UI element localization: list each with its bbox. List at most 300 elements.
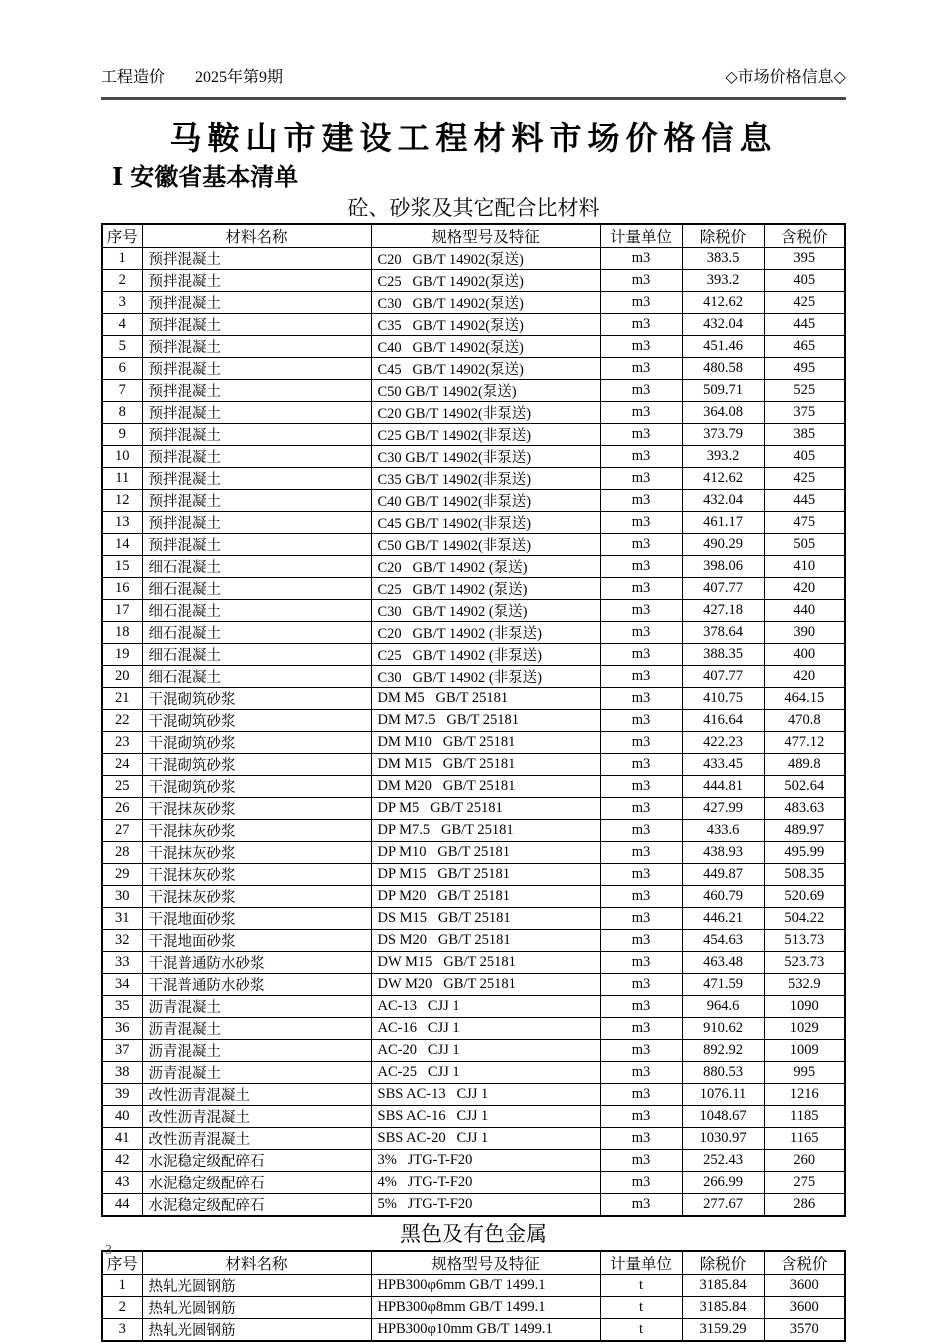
section-title-text: 安徽省基本清单 xyxy=(130,165,299,191)
spec-cell: C50 GB/T 14902(非泵送) xyxy=(371,534,600,556)
seq-cell: 4 xyxy=(102,314,142,336)
unit-cell: m3 xyxy=(600,996,682,1018)
table-row xyxy=(102,886,845,908)
seq-cell: 32 xyxy=(102,930,142,952)
price-inc-tax-cell: 1009 xyxy=(764,1040,845,1062)
price-inc-tax-cell: 489.8 xyxy=(764,754,845,776)
unit-cell: m3 xyxy=(600,1106,682,1128)
seq-cell: 18 xyxy=(102,622,142,644)
journal-title: 工程造价 xyxy=(101,69,166,86)
price-ex-tax-cell: 388.35 xyxy=(682,644,764,666)
seq-cell: 31 xyxy=(102,908,142,930)
table-row xyxy=(102,512,845,534)
unit-cell: m3 xyxy=(600,556,682,578)
unit-cell: m3 xyxy=(600,270,682,292)
unit-cell: m3 xyxy=(600,1062,682,1084)
seq-cell: 24 xyxy=(102,754,142,776)
seq-cell: 38 xyxy=(102,1062,142,1084)
material-name-cell: 预拌混凝土 xyxy=(142,490,371,512)
price-ex-tax-cell: 490.29 xyxy=(682,534,764,556)
seq-cell: 35 xyxy=(102,996,142,1018)
unit-cell: t xyxy=(600,1275,682,1297)
unit-cell: m3 xyxy=(600,468,682,490)
table-row xyxy=(102,1018,845,1040)
price-ex-tax-cell: 1048.67 xyxy=(682,1106,764,1128)
material-name-cell: 预拌混凝土 xyxy=(142,380,371,402)
seq-cell: 12 xyxy=(102,490,142,512)
seq-cell: 1 xyxy=(102,1275,142,1297)
table-row xyxy=(102,402,845,424)
column-header: 计量单位 xyxy=(600,224,682,248)
column-header: 规格型号及特征 xyxy=(371,224,600,248)
table-row xyxy=(102,468,845,490)
material-name-cell: 改性沥青混凝土 xyxy=(142,1128,371,1150)
price-inc-tax-cell: 489.97 xyxy=(764,820,845,842)
price-inc-tax-cell: 425 xyxy=(764,468,845,490)
spec-cell: DP M5 GB/T 25181 xyxy=(371,798,600,820)
material-name-cell: 预拌混凝土 xyxy=(142,512,371,534)
spec-cell: DW M15 GB/T 25181 xyxy=(371,952,600,974)
seq-cell: 20 xyxy=(102,666,142,688)
price-ex-tax-cell: 427.18 xyxy=(682,600,764,622)
spec-cell: C30 GB/T 14902(泵送) xyxy=(371,292,600,314)
price-ex-tax-cell: 461.17 xyxy=(682,512,764,534)
price-ex-tax-cell: 410.75 xyxy=(682,688,764,710)
price-inc-tax-cell: 504.22 xyxy=(764,908,845,930)
unit-cell: m3 xyxy=(600,754,682,776)
material-name-cell: 沥青混凝土 xyxy=(142,996,371,1018)
table-row xyxy=(102,644,845,666)
unit-cell: m3 xyxy=(600,930,682,952)
price-ex-tax-cell: 422.23 xyxy=(682,732,764,754)
column-header: 含税价 xyxy=(764,1251,845,1275)
seq-cell: 41 xyxy=(102,1128,142,1150)
price-inc-tax-cell: 470.8 xyxy=(764,710,845,732)
spec-cell: 3% JTG-T-F20 xyxy=(371,1150,600,1172)
spec-cell: C40 GB/T 14902(泵送) xyxy=(371,336,600,358)
spec-cell: C25 GB/T 14902 (泵送) xyxy=(371,578,600,600)
table-row xyxy=(102,600,845,622)
seq-cell: 3 xyxy=(102,1319,142,1342)
price-ex-tax-cell: 1030.97 xyxy=(682,1128,764,1150)
price-inc-tax-cell: 995 xyxy=(764,1062,845,1084)
price-inc-tax-cell: 477.12 xyxy=(764,732,845,754)
page-title: 马鞍山市建设工程材料市场价格信息 xyxy=(169,120,778,156)
running-header-right: ◇市场价格信息◇ xyxy=(725,69,846,86)
price-ex-tax-cell: 393.2 xyxy=(682,446,764,468)
unit-cell: m3 xyxy=(600,644,682,666)
seq-cell: 30 xyxy=(102,886,142,908)
price-ex-tax-cell: 266.99 xyxy=(682,1172,764,1194)
spec-cell: DM M20 GB/T 25181 xyxy=(371,776,600,798)
table-row xyxy=(102,1062,845,1084)
price-inc-tax-cell: 445 xyxy=(764,314,845,336)
spec-cell: AC-16 CJJ 1 xyxy=(371,1018,600,1040)
spec-cell: DM M5 GB/T 25181 xyxy=(371,688,600,710)
material-name-cell: 预拌混凝土 xyxy=(142,314,371,336)
price-inc-tax-cell: 390 xyxy=(764,622,845,644)
seq-cell: 40 xyxy=(102,1106,142,1128)
spec-cell: HPB300φ10mm GB/T 1499.1 xyxy=(371,1319,600,1342)
spec-cell: C30 GB/T 14902 (泵送) xyxy=(371,600,600,622)
material-name-cell: 水泥稳定级配碎石 xyxy=(142,1172,371,1194)
price-inc-tax-cell: 420 xyxy=(764,578,845,600)
price-ex-tax-cell: 438.93 xyxy=(682,842,764,864)
seq-cell: 34 xyxy=(102,974,142,996)
seq-cell: 14 xyxy=(102,534,142,556)
unit-cell: m3 xyxy=(600,248,682,270)
price-ex-tax-cell: 460.79 xyxy=(682,886,764,908)
material-name-cell: 干混普通防水砂浆 xyxy=(142,952,371,974)
seq-cell: 1 xyxy=(102,248,142,270)
material-name-cell: 干混砌筑砂浆 xyxy=(142,754,371,776)
table-row xyxy=(102,908,845,930)
table-row xyxy=(102,270,845,292)
seq-cell: 15 xyxy=(102,556,142,578)
price-inc-tax-cell: 495 xyxy=(764,358,845,380)
section-numeral: Ⅰ xyxy=(112,165,124,191)
unit-cell: m3 xyxy=(600,336,682,358)
table-row xyxy=(102,952,845,974)
spec-cell: DP M15 GB/T 25181 xyxy=(371,864,600,886)
table-row xyxy=(102,1194,845,1217)
unit-cell: m3 xyxy=(600,424,682,446)
seq-cell: 5 xyxy=(102,336,142,358)
spec-cell: DM M7.5 GB/T 25181 xyxy=(371,710,600,732)
price-inc-tax-cell: 286 xyxy=(764,1194,845,1217)
column-header: 材料名称 xyxy=(142,224,371,248)
material-name-cell: 预拌混凝土 xyxy=(142,534,371,556)
column-header: 序号 xyxy=(102,1251,142,1275)
price-inc-tax-cell: 420 xyxy=(764,666,845,688)
column-header: 除税价 xyxy=(682,224,764,248)
spec-cell: AC-25 CJJ 1 xyxy=(371,1062,600,1084)
price-inc-tax-cell: 520.69 xyxy=(764,886,845,908)
spec-cell: C50 GB/T 14902(泵送) xyxy=(371,380,600,402)
unit-cell: m3 xyxy=(600,534,682,556)
seq-cell: 16 xyxy=(102,578,142,600)
unit-cell: m3 xyxy=(600,402,682,424)
material-name-cell: 预拌混凝土 xyxy=(142,424,371,446)
seq-cell: 11 xyxy=(102,468,142,490)
unit-cell: m3 xyxy=(600,886,682,908)
material-name-cell: 干混抹灰砂浆 xyxy=(142,864,371,886)
unit-cell: m3 xyxy=(600,732,682,754)
material-name-cell: 改性沥青混凝土 xyxy=(142,1106,371,1128)
seq-cell: 23 xyxy=(102,732,142,754)
seq-cell: 37 xyxy=(102,1040,142,1062)
price-inc-tax-cell: 445 xyxy=(764,490,845,512)
price-inc-tax-cell: 410 xyxy=(764,556,845,578)
price-inc-tax-cell: 425 xyxy=(764,292,845,314)
column-header: 材料名称 xyxy=(142,1251,371,1275)
material-name-cell: 改性沥青混凝土 xyxy=(142,1084,371,1106)
price-inc-tax-cell: 495.99 xyxy=(764,842,845,864)
price-ex-tax-cell: 433.45 xyxy=(682,754,764,776)
price-ex-tax-cell: 433.6 xyxy=(682,820,764,842)
price-inc-tax-cell: 3600 xyxy=(764,1275,845,1297)
price-inc-tax-cell: 405 xyxy=(764,446,845,468)
unit-cell: m3 xyxy=(600,666,682,688)
unit-cell: m3 xyxy=(600,622,682,644)
table-row xyxy=(102,446,845,468)
spec-cell: DS M20 GB/T 25181 xyxy=(371,930,600,952)
material-name-cell: 干混砌筑砂浆 xyxy=(142,688,371,710)
material-name-cell: 热轧光圆钢筋 xyxy=(142,1275,371,1297)
price-ex-tax-cell: 910.62 xyxy=(682,1018,764,1040)
seq-cell: 43 xyxy=(102,1172,142,1194)
table-row xyxy=(102,556,845,578)
spec-cell: SBS AC-13 CJJ 1 xyxy=(371,1084,600,1106)
seq-cell: 2 xyxy=(102,270,142,292)
price-ex-tax-cell: 373.79 xyxy=(682,424,764,446)
unit-cell: m3 xyxy=(600,578,682,600)
price-inc-tax-cell: 385 xyxy=(764,424,845,446)
spec-cell: C35 GB/T 14902(非泵送) xyxy=(371,468,600,490)
spec-cell: C45 GB/T 14902(泵送) xyxy=(371,358,600,380)
material-name-cell: 热轧光圆钢筋 xyxy=(142,1297,371,1319)
unit-cell: m3 xyxy=(600,710,682,732)
price-inc-tax-cell: 505 xyxy=(764,534,845,556)
table-header-row xyxy=(102,224,845,248)
material-name-cell: 水泥稳定级配碎石 xyxy=(142,1150,371,1172)
spec-cell: C40 GB/T 14902(非泵送) xyxy=(371,490,600,512)
material-name-cell: 细石混凝土 xyxy=(142,600,371,622)
spec-cell: DS M15 GB/T 25181 xyxy=(371,908,600,930)
seq-cell: 25 xyxy=(102,776,142,798)
spec-cell: DP M10 GB/T 25181 xyxy=(371,842,600,864)
page-number: 3 xyxy=(105,1243,112,1258)
table-row xyxy=(102,754,845,776)
section-title xyxy=(112,163,846,193)
price-ex-tax-cell: 964.6 xyxy=(682,996,764,1018)
price-inc-tax-cell: 502.64 xyxy=(764,776,845,798)
spec-cell: C20 GB/T 14902 (非泵送) xyxy=(371,622,600,644)
material-name-cell: 预拌混凝土 xyxy=(142,446,371,468)
price-inc-tax-cell: 1185 xyxy=(764,1106,845,1128)
material-name-cell: 细石混凝土 xyxy=(142,556,371,578)
unit-cell: t xyxy=(600,1319,682,1342)
issue-label: 2025年第9期 xyxy=(195,69,284,86)
table-row xyxy=(102,1150,845,1172)
price-inc-tax-cell: 405 xyxy=(764,270,845,292)
price-ex-tax-cell: 407.77 xyxy=(682,578,764,600)
material-name-cell: 干混抹灰砂浆 xyxy=(142,842,371,864)
unit-cell: m3 xyxy=(600,314,682,336)
column-header: 计量单位 xyxy=(600,1251,682,1275)
table-row xyxy=(102,490,845,512)
table-row xyxy=(102,974,845,996)
table-caption-metals: 黑色及有色金属 xyxy=(400,1222,547,1246)
price-ex-tax-cell: 892.92 xyxy=(682,1040,764,1062)
price-ex-tax-cell: 393.2 xyxy=(682,270,764,292)
price-ex-tax-cell: 451.46 xyxy=(682,336,764,358)
material-name-cell: 预拌混凝土 xyxy=(142,292,371,314)
material-name-cell: 预拌混凝土 xyxy=(142,402,371,424)
table-header-row xyxy=(102,1251,845,1275)
seq-cell: 26 xyxy=(102,798,142,820)
price-ex-tax-cell: 427.99 xyxy=(682,798,764,820)
seq-cell: 29 xyxy=(102,864,142,886)
column-header: 除税价 xyxy=(682,1251,764,1275)
price-inc-tax-cell: 3600 xyxy=(764,1297,845,1319)
price-ex-tax-cell: 412.62 xyxy=(682,468,764,490)
page-content xyxy=(101,0,846,1342)
spec-cell: C45 GB/T 14902(非泵送) xyxy=(371,512,600,534)
price-inc-tax-cell: 465 xyxy=(764,336,845,358)
material-name-cell: 沥青混凝土 xyxy=(142,1062,371,1084)
material-name-cell: 预拌混凝土 xyxy=(142,336,371,358)
spec-cell: C30 GB/T 14902 (非泵送) xyxy=(371,666,600,688)
unit-cell: m3 xyxy=(600,292,682,314)
spec-cell: DP M20 GB/T 25181 xyxy=(371,886,600,908)
table-row xyxy=(102,1040,845,1062)
unit-cell: m3 xyxy=(600,864,682,886)
spec-cell: DM M15 GB/T 25181 xyxy=(371,754,600,776)
material-name-cell: 干混普通防水砂浆 xyxy=(142,974,371,996)
unit-cell: m3 xyxy=(600,380,682,402)
table-row xyxy=(102,1319,845,1342)
unit-cell: m3 xyxy=(600,512,682,534)
material-name-cell: 细石混凝土 xyxy=(142,644,371,666)
seq-cell: 9 xyxy=(102,424,142,446)
table-row xyxy=(102,1084,845,1106)
seq-cell: 33 xyxy=(102,952,142,974)
price-inc-tax-cell: 525 xyxy=(764,380,845,402)
price-inc-tax-cell: 513.73 xyxy=(764,930,845,952)
price-ex-tax-cell: 509.71 xyxy=(682,380,764,402)
table-row xyxy=(102,292,845,314)
spec-cell: C35 GB/T 14902(泵送) xyxy=(371,314,600,336)
running-header xyxy=(101,0,846,88)
spec-cell: C25 GB/T 14902 (非泵送) xyxy=(371,644,600,666)
material-name-cell: 沥青混凝土 xyxy=(142,1018,371,1040)
price-inc-tax-cell: 1165 xyxy=(764,1128,845,1150)
unit-cell: m3 xyxy=(600,974,682,996)
spec-cell: SBS AC-20 CJJ 1 xyxy=(371,1128,600,1150)
seq-cell: 22 xyxy=(102,710,142,732)
price-ex-tax-cell: 3185.84 xyxy=(682,1297,764,1319)
table-row xyxy=(102,930,845,952)
price-ex-tax-cell: 432.04 xyxy=(682,490,764,512)
table-row xyxy=(102,666,845,688)
price-ex-tax-cell: 412.62 xyxy=(682,292,764,314)
unit-cell: m3 xyxy=(600,1040,682,1062)
unit-cell: m3 xyxy=(600,446,682,468)
column-header: 含税价 xyxy=(764,224,845,248)
price-ex-tax-cell: 446.21 xyxy=(682,908,764,930)
price-inc-tax-cell: 1090 xyxy=(764,996,845,1018)
seq-cell: 19 xyxy=(102,644,142,666)
table-row xyxy=(102,710,845,732)
seq-cell: 2 xyxy=(102,1297,142,1319)
table-row xyxy=(102,842,845,864)
price-inc-tax-cell: 523.73 xyxy=(764,952,845,974)
unit-cell: m3 xyxy=(600,1172,682,1194)
table-row xyxy=(102,1106,845,1128)
table-row xyxy=(102,1172,845,1194)
spec-cell: C20 GB/T 14902(非泵送) xyxy=(371,402,600,424)
spec-cell: 4% JTG-T-F20 xyxy=(371,1172,600,1194)
price-ex-tax-cell: 383.5 xyxy=(682,248,764,270)
spec-cell: AC-20 CJJ 1 xyxy=(371,1040,600,1062)
price-ex-tax-cell: 277.67 xyxy=(682,1194,764,1217)
price-ex-tax-cell: 480.58 xyxy=(682,358,764,380)
seq-cell: 44 xyxy=(102,1194,142,1217)
seq-cell: 21 xyxy=(102,688,142,710)
material-name-cell: 热轧光圆钢筋 xyxy=(142,1319,371,1342)
material-name-cell: 细石混凝土 xyxy=(142,578,371,600)
price-inc-tax-cell: 395 xyxy=(764,248,845,270)
spec-cell: SBS AC-16 CJJ 1 xyxy=(371,1106,600,1128)
unit-cell: m3 xyxy=(600,1128,682,1150)
price-inc-tax-cell: 3570 xyxy=(764,1319,845,1342)
table-row xyxy=(102,996,845,1018)
table-row xyxy=(102,248,845,270)
price-ex-tax-cell: 378.64 xyxy=(682,622,764,644)
price-table-concrete-mortar xyxy=(101,223,846,1217)
price-ex-tax-cell: 463.48 xyxy=(682,952,764,974)
price-ex-tax-cell: 398.06 xyxy=(682,556,764,578)
table-row xyxy=(102,1275,845,1297)
material-name-cell: 预拌混凝土 xyxy=(142,468,371,490)
spec-cell: DM M10 GB/T 25181 xyxy=(371,732,600,754)
price-inc-tax-cell: 532.9 xyxy=(764,974,845,996)
unit-cell: m3 xyxy=(600,908,682,930)
price-inc-tax-cell: 440 xyxy=(764,600,845,622)
table-row xyxy=(102,578,845,600)
material-name-cell: 干混抹灰砂浆 xyxy=(142,798,371,820)
spec-cell: C25 GB/T 14902(泵送) xyxy=(371,270,600,292)
material-name-cell: 干混砌筑砂浆 xyxy=(142,776,371,798)
spec-cell: C25 GB/T 14902(非泵送) xyxy=(371,424,600,446)
seq-cell: 8 xyxy=(102,402,142,424)
price-inc-tax-cell: 508.35 xyxy=(764,864,845,886)
seq-cell: 10 xyxy=(102,446,142,468)
table-row xyxy=(102,1128,845,1150)
seq-cell: 7 xyxy=(102,380,142,402)
table-row xyxy=(102,622,845,644)
price-inc-tax-cell: 375 xyxy=(764,402,845,424)
material-name-cell: 干混地面砂浆 xyxy=(142,930,371,952)
unit-cell: m3 xyxy=(600,952,682,974)
material-name-cell: 细石混凝土 xyxy=(142,622,371,644)
seq-cell: 3 xyxy=(102,292,142,314)
unit-cell: m3 xyxy=(600,490,682,512)
table-row xyxy=(102,1297,845,1319)
price-inc-tax-cell: 1029 xyxy=(764,1018,845,1040)
seq-cell: 6 xyxy=(102,358,142,380)
unit-cell: m3 xyxy=(600,842,682,864)
unit-cell: t xyxy=(600,1297,682,1319)
unit-cell: m3 xyxy=(600,798,682,820)
spec-cell: HPB300φ6mm GB/T 1499.1 xyxy=(371,1275,600,1297)
table-row xyxy=(102,534,845,556)
price-inc-tax-cell: 483.63 xyxy=(764,798,845,820)
table-row xyxy=(102,314,845,336)
table-row xyxy=(102,358,845,380)
price-ex-tax-cell: 407.77 xyxy=(682,666,764,688)
spec-cell: 5% JTG-T-F20 xyxy=(371,1194,600,1217)
price-ex-tax-cell: 432.04 xyxy=(682,314,764,336)
price-inc-tax-cell: 464.15 xyxy=(764,688,845,710)
price-ex-tax-cell: 454.63 xyxy=(682,930,764,952)
material-name-cell: 水泥稳定级配碎石 xyxy=(142,1194,371,1217)
seq-cell: 27 xyxy=(102,820,142,842)
unit-cell: m3 xyxy=(600,600,682,622)
material-name-cell: 预拌混凝土 xyxy=(142,270,371,292)
table-row xyxy=(102,776,845,798)
